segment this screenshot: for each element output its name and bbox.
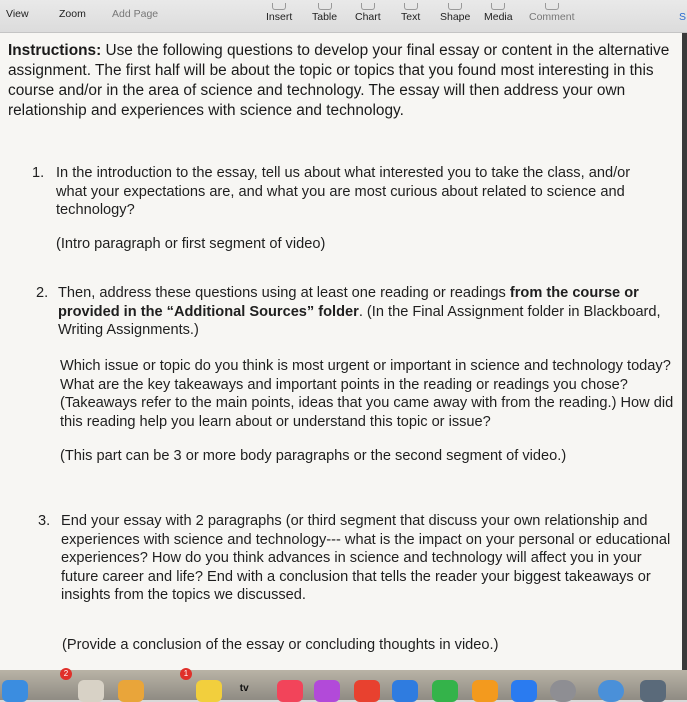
view-label: View (6, 8, 29, 20)
list-item-2-bold: from the course or provided in the “Additional Sources” folder (58, 285, 639, 320)
document-page (0, 33, 682, 670)
chrome-icon[interactable] (598, 680, 624, 702)
settings-icon[interactable] (550, 680, 576, 702)
notification-badge: 2 (60, 668, 72, 680)
list-item-1-number: 1. (32, 165, 45, 181)
app-icon[interactable] (640, 680, 666, 702)
media-label: Media (484, 11, 513, 23)
shape-button[interactable] (440, 11, 470, 23)
text-icon (404, 3, 418, 10)
numbers-icon[interactable] (432, 680, 458, 702)
music-icon[interactable] (277, 680, 303, 702)
list-item-2-text-a: Then, address these questions using at least one reading or readings (58, 285, 510, 301)
add-page-label: Add Page (112, 8, 159, 20)
table-label: Table (312, 11, 338, 23)
instructions-paragraph (8, 41, 678, 121)
instructions-text: Use the following questions to develop your final essay or content in the alternative assignment. The first half will be about the topic or topics that you found most interesting in this course and/or in the area of science and technology. The essay will then address your own relationship and experiences with science and technology. (8, 42, 670, 119)
shape-label: Shape (440, 11, 471, 23)
share-button-cutoff[interactable] (679, 11, 686, 23)
list-item-1-text: In the introduction to the essay, tell us about what interested you to take the class, and/or what your expectations are, and what you are most curious about related to science and technology? (56, 165, 631, 218)
list-item-1-note: (Intro paragraph or first segment of video) (56, 236, 326, 252)
zoom-menu-button[interactable] (59, 8, 86, 20)
podcasts-icon[interactable] (314, 680, 340, 702)
comment-button[interactable] (529, 11, 575, 23)
mail-icon[interactable] (118, 680, 144, 702)
list-item-2-text (58, 284, 668, 340)
list-item-2-note: (This part can be 3 or more body paragraphs or the second segment of video.) (60, 448, 567, 464)
shape-icon (448, 3, 462, 10)
comment-icon (545, 3, 559, 10)
list-item-3-number: 3. (38, 513, 51, 529)
news-icon[interactable] (354, 680, 380, 702)
media-button[interactable] (484, 11, 513, 23)
media-icon (491, 3, 505, 10)
window-edge (682, 33, 687, 670)
list-item-3-note: (Provide a conclusion of the essay or concluding thoughts in video.) (62, 637, 499, 653)
app-toolbar (0, 0, 687, 33)
text-button[interactable] (401, 11, 420, 23)
text-label: Text (401, 11, 421, 23)
share-label: S (679, 11, 687, 23)
list-item-2-text-b: . (In the Final Assignment folder in Blackboard, Writing Assignments.) (58, 303, 661, 338)
table-icon (318, 3, 332, 10)
list-item-3-text: End your essay with 2 paragraphs (or third segment that discuss your own relationship and experiences with science and technology--- what is the impact on your personal or educational experiences? How do you think advances in science and technology will affect you in your future career and life? End with a conclusion that tells the reader your biggest takeaways or insights from the topics we discussed. (61, 513, 671, 603)
pages-icon[interactable] (472, 680, 498, 702)
add-page-button[interactable] (112, 8, 158, 20)
insert-button[interactable] (266, 11, 292, 23)
tv-icon[interactable]: tv (237, 683, 249, 694)
dock (0, 670, 687, 700)
comment-label: Comment (529, 11, 575, 23)
table-button[interactable] (312, 11, 337, 23)
app-store-icon[interactable] (511, 680, 537, 702)
view-menu-button[interactable] (6, 8, 29, 20)
chart-label: Chart (355, 11, 381, 23)
chart-button[interactable] (355, 11, 381, 23)
zoom-label: Zoom (59, 8, 86, 20)
list-item-2-question: Which issue or topic do you think is most urgent or important in science and technology today? What are the key takeaways and important points in the reading or readings you chose? (Takeaways refer to the main points, ideas that you came away with from the reading.) How did this reading help you learn about or understand this topic or issue? (60, 358, 674, 430)
instructions-label: Instructions: (8, 42, 102, 59)
notification-badge-2: 1 (180, 668, 192, 680)
calendar-icon[interactable] (78, 680, 104, 702)
notes-icon[interactable] (196, 680, 222, 702)
chart-icon (361, 3, 375, 10)
finder-icon[interactable] (2, 680, 28, 702)
insert-label: Insert (266, 11, 293, 23)
insert-icon (272, 3, 286, 10)
keynote-icon[interactable] (392, 680, 418, 702)
list-item-2-number: 2. (36, 285, 49, 301)
